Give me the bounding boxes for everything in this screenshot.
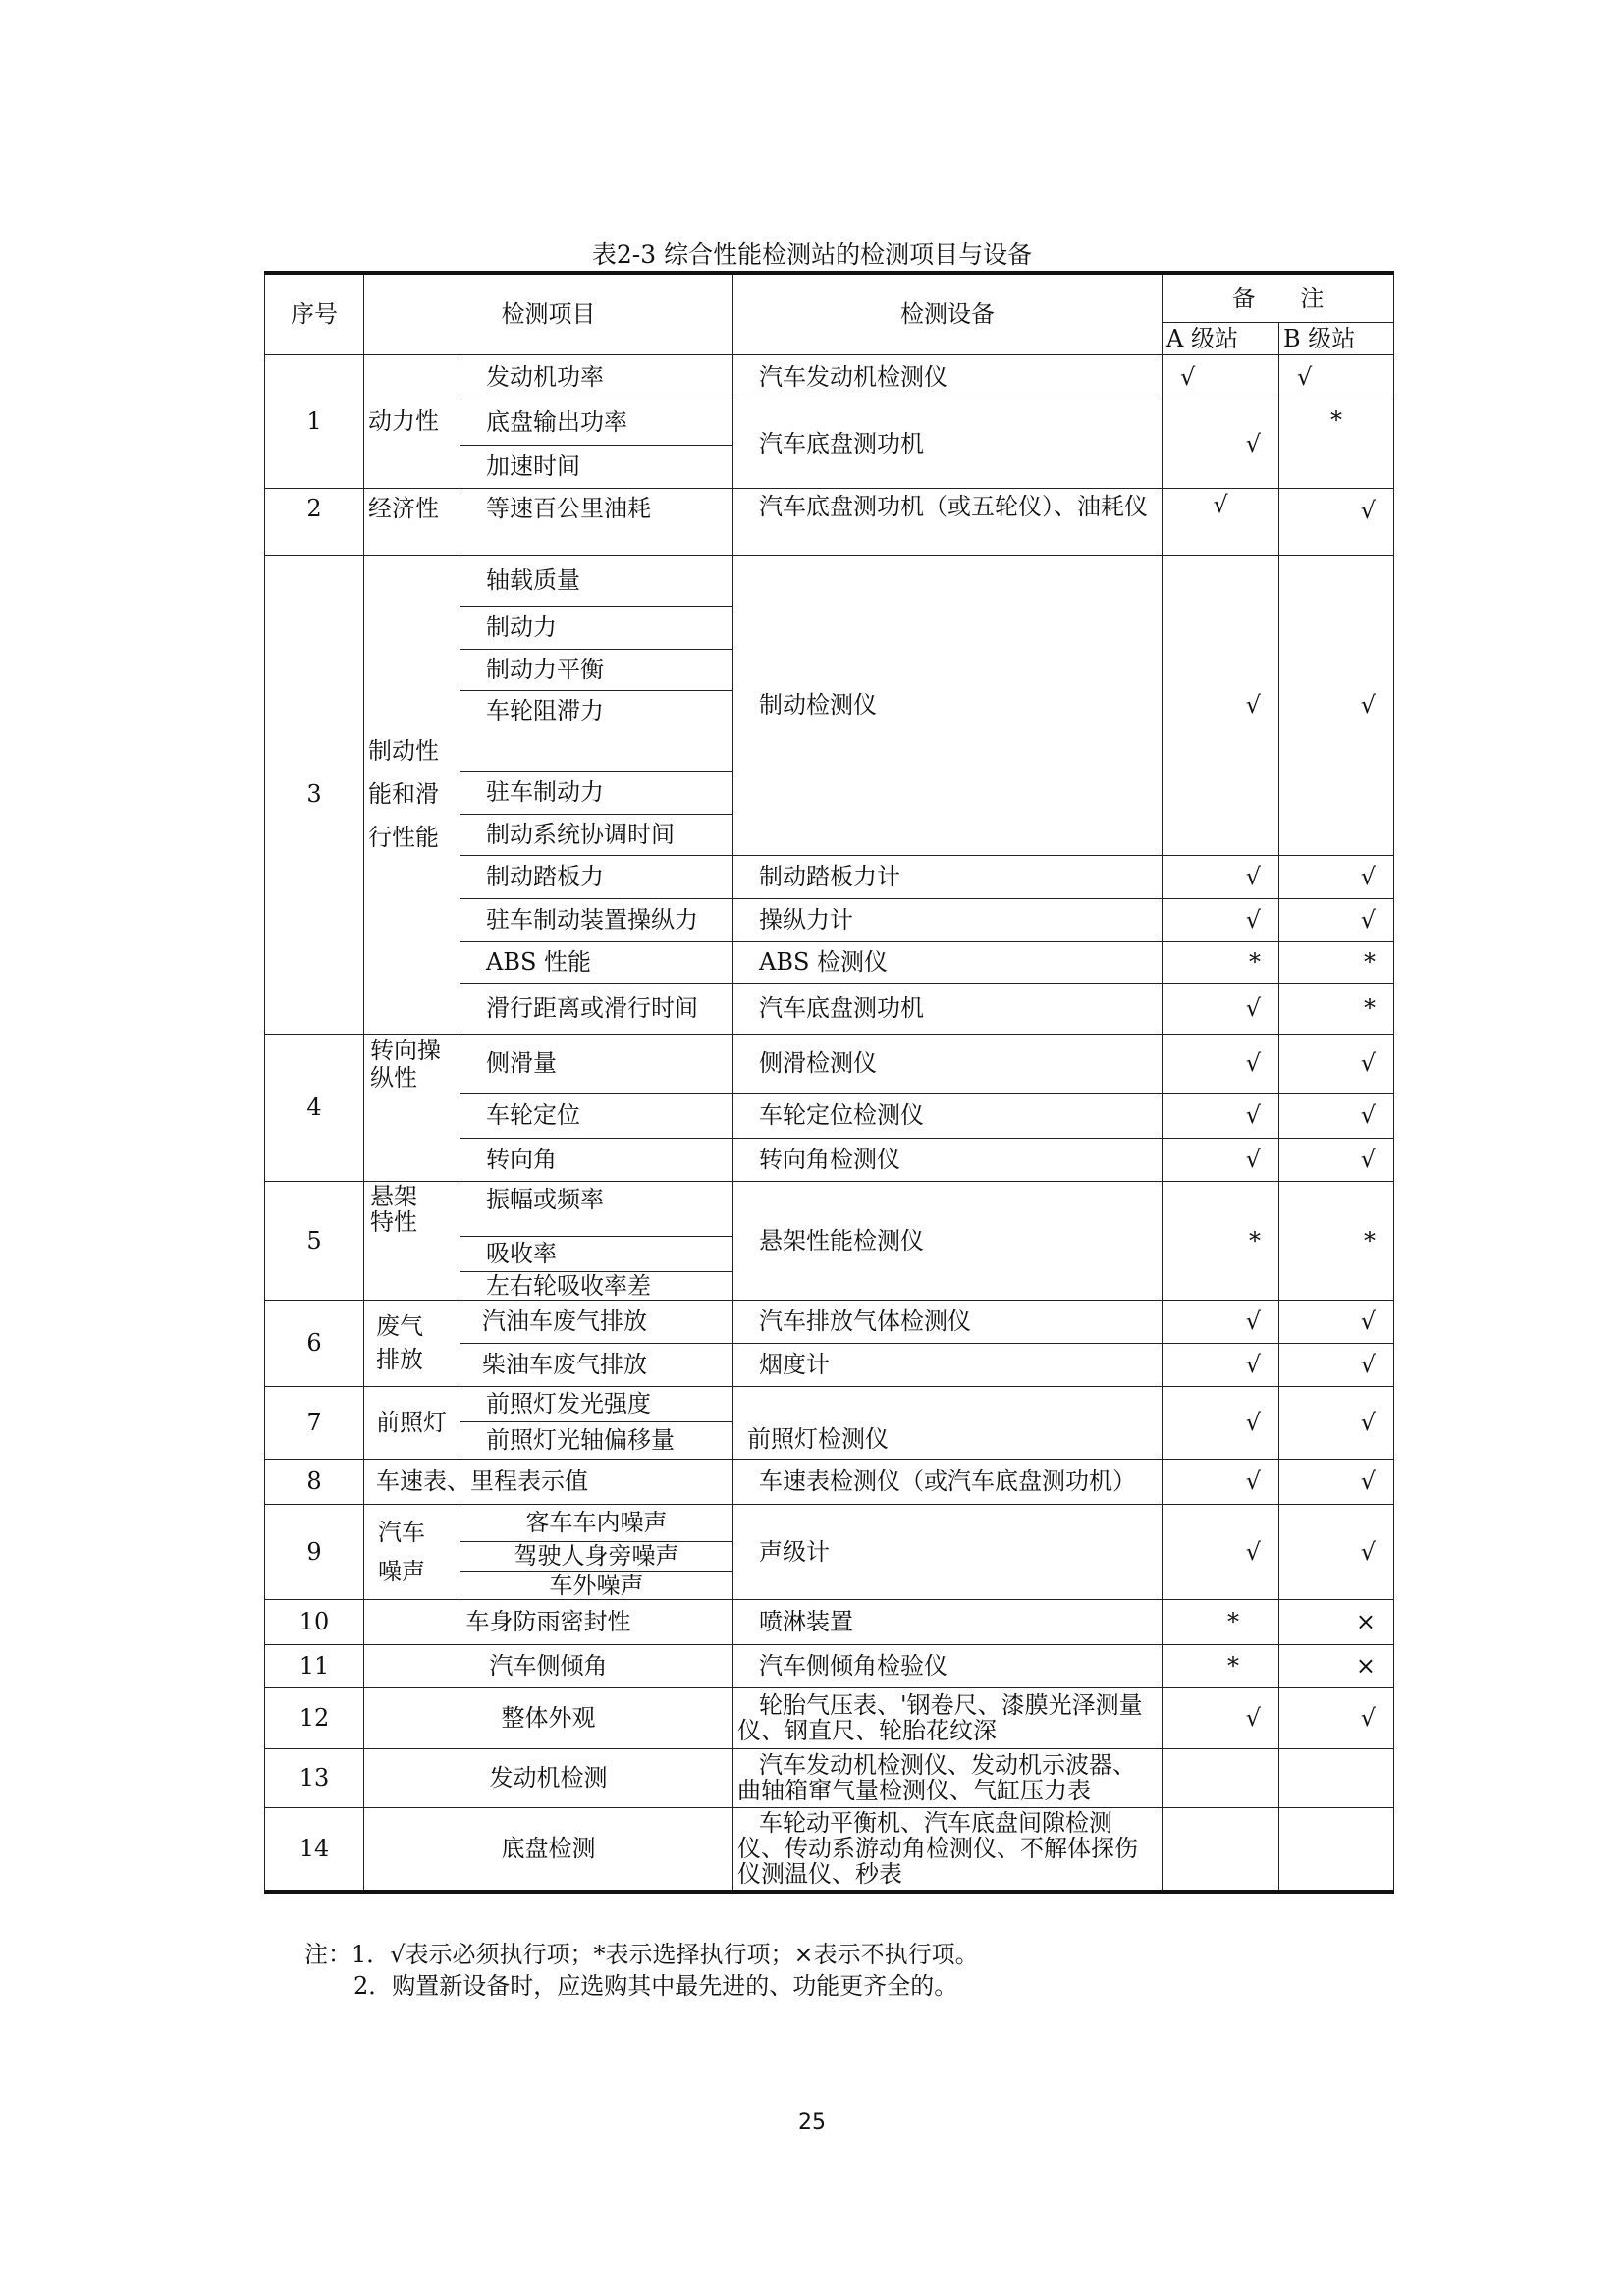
b-station-mark: √ (1279, 898, 1394, 941)
a-station-mark: √ (1163, 855, 1279, 898)
a-station-mark: √ (1163, 1300, 1279, 1343)
a-station-mark: √ (1163, 1343, 1279, 1386)
item: 客车车内噪声 (460, 1504, 733, 1541)
b-station-mark: * (1279, 1181, 1394, 1300)
b-station-mark: √ (1279, 1093, 1394, 1138)
device: 汽车发动机检测仪 (733, 354, 1163, 400)
item: 制动系统协调时间 (460, 814, 733, 855)
b-station-mark: √ (1279, 1386, 1394, 1459)
a-station-mark: √ (1163, 1138, 1279, 1181)
a-station-mark: √ (1163, 983, 1279, 1034)
item: 车外噪声 (460, 1571, 733, 1599)
b-station-mark: × (1279, 1644, 1394, 1687)
category: 汽车噪声 (364, 1504, 460, 1599)
table-row (265, 354, 1394, 400)
row-number: 13 (265, 1748, 364, 1807)
category: 前照灯 (364, 1386, 460, 1459)
row-number: 1 (265, 354, 364, 488)
a-station-mark: √ (1163, 555, 1279, 855)
device: 操纵力计 (733, 898, 1163, 941)
item: 底盘输出功率 (460, 400, 733, 445)
table-caption: 表2-3 综合性能检测站的检测项目与设备 (591, 240, 1033, 269)
item: 车轮定位 (460, 1093, 733, 1138)
b-station-mark: √ (1279, 1343, 1394, 1386)
b-station-mark: * (1279, 941, 1394, 983)
item: 制动踏板力 (460, 855, 733, 898)
a-station-mark: √ (1163, 1504, 1279, 1599)
table-row (265, 1599, 1394, 1644)
header-a-station: A 级站 (1163, 322, 1279, 354)
a-station-mark: √ (1163, 1034, 1279, 1093)
row-number: 12 (265, 1687, 364, 1748)
item: 轴载质量 (460, 555, 733, 606)
item: 车身防雨密封性 (364, 1599, 733, 1644)
device: 汽车发动机检测仪、发动机示波器、曲轴箱窜气量检测仪、气缸压力表 (733, 1748, 1163, 1807)
item: 柴油车废气排放 (460, 1343, 733, 1386)
a-station-mark (1163, 1807, 1279, 1892)
b-station-mark: × (1279, 1599, 1394, 1644)
item: 制动力 (460, 606, 733, 649)
b-station-mark: * (1279, 400, 1394, 488)
b-station-mark: * (1279, 983, 1394, 1034)
a-station-mark: * (1163, 1599, 1279, 1644)
device: 车轮动平衡机、汽车底盘间隙检测仪、传动系游动角检测仪、不解体探伤仪测温仪、秒表 (733, 1807, 1163, 1892)
row-number: 10 (265, 1599, 364, 1644)
header-b-station: B 级站 (1279, 322, 1394, 354)
table-row (265, 1644, 1394, 1687)
row-number: 9 (265, 1504, 364, 1599)
a-station-mark: √ (1163, 1459, 1279, 1504)
table-row (265, 1504, 1394, 1541)
item: 汽油车废气排放 (460, 1300, 733, 1343)
item: 滑行距离或滑行时间 (460, 983, 733, 1034)
b-station-mark: √ (1279, 855, 1394, 898)
a-station-mark: * (1163, 1181, 1279, 1300)
b-station-mark: √ (1279, 1300, 1394, 1343)
device: 车轮定位检测仪 (733, 1093, 1163, 1138)
row-number: 7 (265, 1386, 364, 1459)
b-station-mark: √ (1279, 354, 1394, 400)
category: 动力性 (364, 354, 460, 488)
b-station-mark: √ (1279, 488, 1394, 555)
item: 等速百公里油耗 (460, 488, 733, 555)
b-station-mark: √ (1279, 1687, 1394, 1748)
a-station-mark (1163, 1748, 1279, 1807)
inspection-table (264, 271, 1394, 1894)
category: 经济性 (364, 488, 460, 555)
b-station-mark: √ (1279, 1504, 1394, 1599)
header-device: 检测设备 (733, 273, 1163, 354)
b-station-mark: √ (1279, 1459, 1394, 1504)
row-number: 8 (265, 1459, 364, 1504)
row-number: 6 (265, 1300, 364, 1386)
item: 前照灯发光强度 (460, 1386, 733, 1421)
item: 车速表、里程表示值 (364, 1459, 733, 1504)
item: 左右轮吸收率差 (460, 1271, 733, 1300)
b-station-mark: √ (1279, 555, 1394, 855)
table-row (265, 1034, 1394, 1093)
device: 喷淋装置 (733, 1599, 1163, 1644)
category: 废气排放 (364, 1300, 460, 1386)
table-row (265, 1687, 1394, 1748)
header-no: 序号 (265, 273, 364, 354)
device: 侧滑检测仪 (733, 1034, 1163, 1093)
item: 车轮阻滞力 (460, 690, 733, 771)
table-row (265, 1181, 1394, 1236)
table-row (265, 555, 1394, 606)
device: ABS 检测仪 (733, 941, 1163, 983)
item: 发动机功率 (460, 354, 733, 400)
item: 制动力平衡 (460, 649, 733, 690)
header-remark: 备 注 (1163, 273, 1394, 322)
row-number: 14 (265, 1807, 364, 1892)
b-station-mark (1279, 1807, 1394, 1892)
item: 驻车制动力 (460, 771, 733, 814)
device: 车速表检测仪（或汽车底盘测功机） (733, 1459, 1163, 1504)
device: 悬架性能检测仪 (733, 1181, 1163, 1300)
item: 振幅或频率 (460, 1181, 733, 1236)
device: 汽车排放气体检测仪 (733, 1300, 1163, 1343)
a-station-mark: √ (1163, 1093, 1279, 1138)
item: 驻车制动装置操纵力 (460, 898, 733, 941)
b-station-mark: √ (1279, 1138, 1394, 1181)
a-station-mark: * (1163, 1644, 1279, 1687)
row-number: 4 (265, 1034, 364, 1181)
b-station-mark (1279, 1748, 1394, 1807)
item: 整体外观 (364, 1687, 733, 1748)
a-station-mark: √ (1163, 354, 1279, 400)
device: 烟度计 (733, 1343, 1163, 1386)
table-row (265, 1459, 1394, 1504)
table-row (265, 1386, 1394, 1421)
item: 发动机检测 (364, 1748, 733, 1807)
device: 制动检测仪 (733, 555, 1163, 855)
row-number: 3 (265, 555, 364, 1034)
item: 吸收率 (460, 1236, 733, 1271)
a-station-mark: √ (1163, 400, 1279, 488)
device: 轮胎气压表、'钢卷尺、漆膜光泽测量仪、钢直尺、轮胎花纹深 (733, 1687, 1163, 1748)
item: 驾驶人身旁噪声 (460, 1541, 733, 1571)
table-row (265, 1807, 1394, 1892)
row-number: 11 (265, 1644, 364, 1687)
item: 加速时间 (460, 445, 733, 488)
item: 转向角 (460, 1138, 733, 1181)
page-number: 25 (798, 2110, 826, 2135)
device: 转向角检测仪 (733, 1138, 1163, 1181)
a-station-mark: √ (1163, 1386, 1279, 1459)
header-row (265, 273, 1394, 322)
category: 转向操纵性 (364, 1034, 460, 1181)
b-station-mark: √ (1279, 1034, 1394, 1093)
item: 侧滑量 (460, 1034, 733, 1093)
a-station-mark: √ (1163, 1687, 1279, 1748)
a-station-mark: √ (1163, 898, 1279, 941)
item: ABS 性能 (460, 941, 733, 983)
table-notes (304, 1939, 979, 2002)
device: 汽车底盘测功机 (733, 983, 1163, 1034)
a-station-mark: * (1163, 941, 1279, 983)
device: 汽车侧倾角检验仪 (733, 1644, 1163, 1687)
row-number: 5 (265, 1181, 364, 1300)
item: 汽车侧倾角 (364, 1644, 733, 1687)
note-1: 注：1．√表示必须执行项；*表示选择执行项；×表示不执行项。 (304, 1941, 979, 1968)
device: 汽车底盘测功机 (733, 400, 1163, 488)
device: 声级计 (733, 1504, 1163, 1599)
row-number: 2 (265, 488, 364, 555)
table-row (265, 488, 1394, 555)
table-row (265, 1748, 1394, 1807)
item: 前照灯光轴偏移量 (460, 1421, 733, 1459)
device: 汽车底盘测功机（或五轮仪）、油耗仪 (733, 488, 1163, 555)
category: 制动性能和滑行性能 (364, 555, 460, 1034)
note-2: 2．购置新设备时，应选购其中最先进的、功能更齐全的。 (353, 1972, 958, 2000)
table-row (265, 1300, 1394, 1343)
device: 前照灯检测仪 (733, 1386, 1163, 1459)
item: 底盘检测 (364, 1807, 733, 1892)
a-station-mark: √ (1163, 488, 1279, 555)
header-item: 检测项目 (364, 273, 733, 354)
device: 制动踏板力计 (733, 855, 1163, 898)
category: 悬架特性 (364, 1181, 460, 1300)
